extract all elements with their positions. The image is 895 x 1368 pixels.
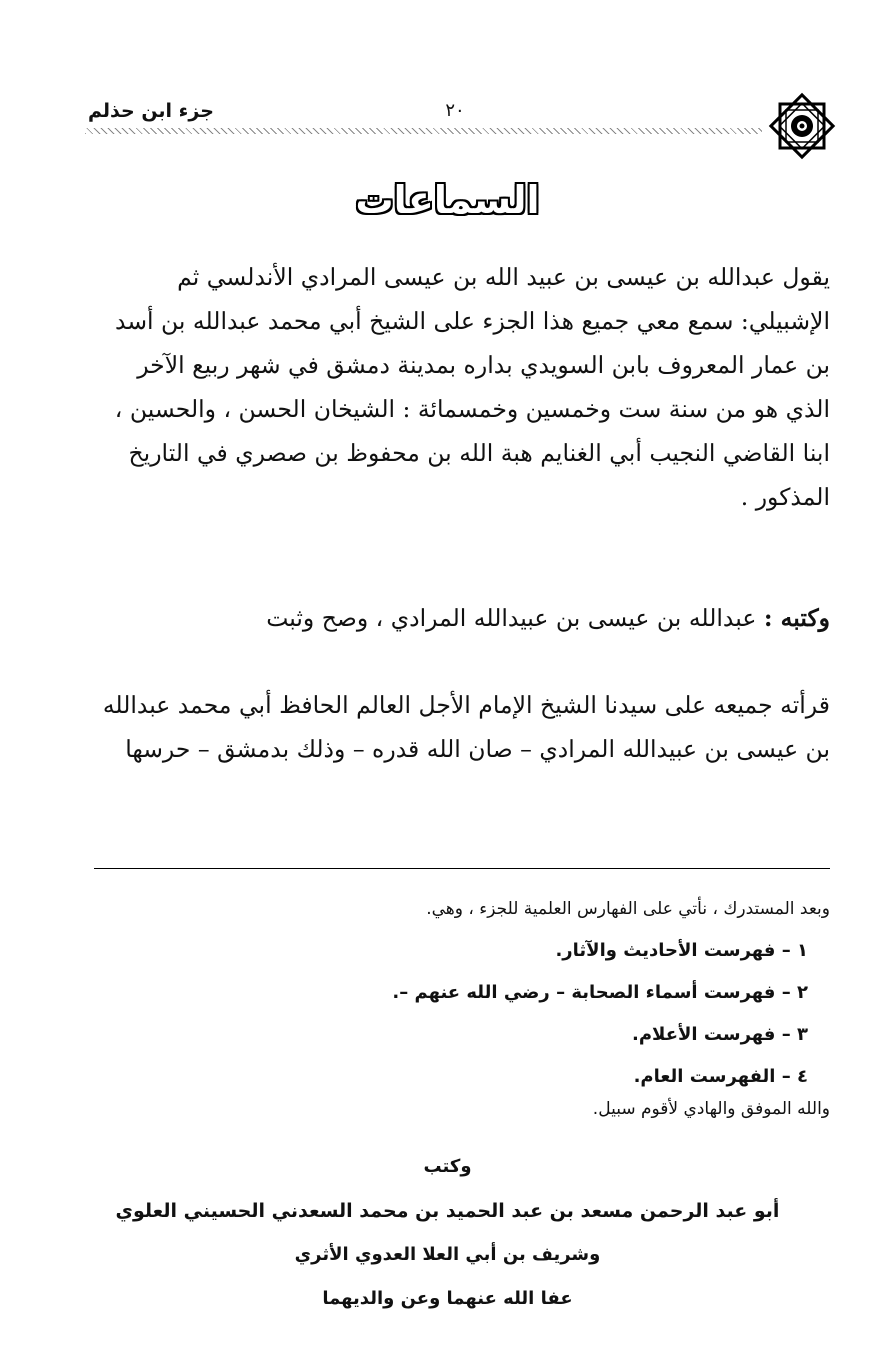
signature-author-2: وشريف بن أبي العلا العدوي الأثري (294, 1244, 601, 1265)
body-line: الذي هو من سنة ست وخمسين وخمسمائة : الشيخان الحسن ، والحسين ، (114, 395, 830, 423)
signature-block (0, 1145, 895, 1321)
body-line: ابنا القاضي النجيب أبي الغنايم هبة الله بن محفوظ بن صصري في التاريخ (128, 439, 830, 467)
body-line: بن عيسى بن عبيدالله المرادي – صان الله قدره – وذلك بدمشق – حرسها (125, 735, 830, 763)
body-line: بن عمار المعروف بابن السويدي بداره بمدينة دمشق في شهر ربيع الآخر (137, 351, 830, 379)
page-number: ٢٠ (445, 100, 465, 121)
body-line: قرأته جميعه على سيدنا الشيخ الإمام الأجل العالم الحافظ أبي محمد عبدالله (102, 691, 830, 719)
wrote-text: عبدالله بن عيسى بن عبيدالله المرادي ، وصح وثبت (266, 604, 764, 632)
footnote-closing: والله الموفق والهادي لأقوم سبيل. (592, 1099, 830, 1119)
audition-paragraph (78, 255, 830, 519)
signature-prayer: عفا الله عنهما وعن والديهما (322, 1288, 573, 1309)
star-ornament-icon (766, 90, 838, 162)
footnote-divider (94, 868, 830, 869)
section-title: السماعات (355, 178, 540, 222)
index-list-item: ١ – فهرست الأحاديث والآثار. (555, 940, 808, 961)
footnote-intro: وبعد المستدرك ، نأتي على الفهارس العلمية للجزء ، وهي. (426, 899, 830, 919)
body-line: المذكور . (740, 483, 830, 511)
wrote-label: وكتبه : (763, 604, 830, 632)
body-line: الإشبيلي: سمع معي جميع هذا الجزء على الشيخ أبي محمد عبدالله بن أسد (114, 307, 830, 335)
signature-author-1: أبو عبد الرحمن مسعد بن عبد الحميد بن محمد السعدني الحسيني العلوي (115, 1200, 780, 1222)
index-list-item: ٢ – فهرست أسماء الصحابة – رضي الله عنهم –. (392, 982, 808, 1003)
running-title: جزء ابن حذلم (88, 100, 214, 122)
index-list-item: ٣ – فهرست الأعلام. (632, 1024, 808, 1045)
index-list-item: ٤ – الفهرست العام. (633, 1066, 808, 1087)
signature-wrote: وكتب (423, 1156, 472, 1177)
index-list (94, 930, 830, 1098)
page-header (80, 90, 840, 150)
body-line: يقول عبدالله بن عيسى بن عبيد الله بن عيسى المرادي الأندلسي ثم (177, 263, 830, 291)
scribe-note (78, 596, 830, 640)
header-divider (85, 128, 762, 134)
reading-paragraph (78, 683, 830, 771)
footnote (94, 894, 830, 1124)
scribe-line (78, 596, 830, 640)
